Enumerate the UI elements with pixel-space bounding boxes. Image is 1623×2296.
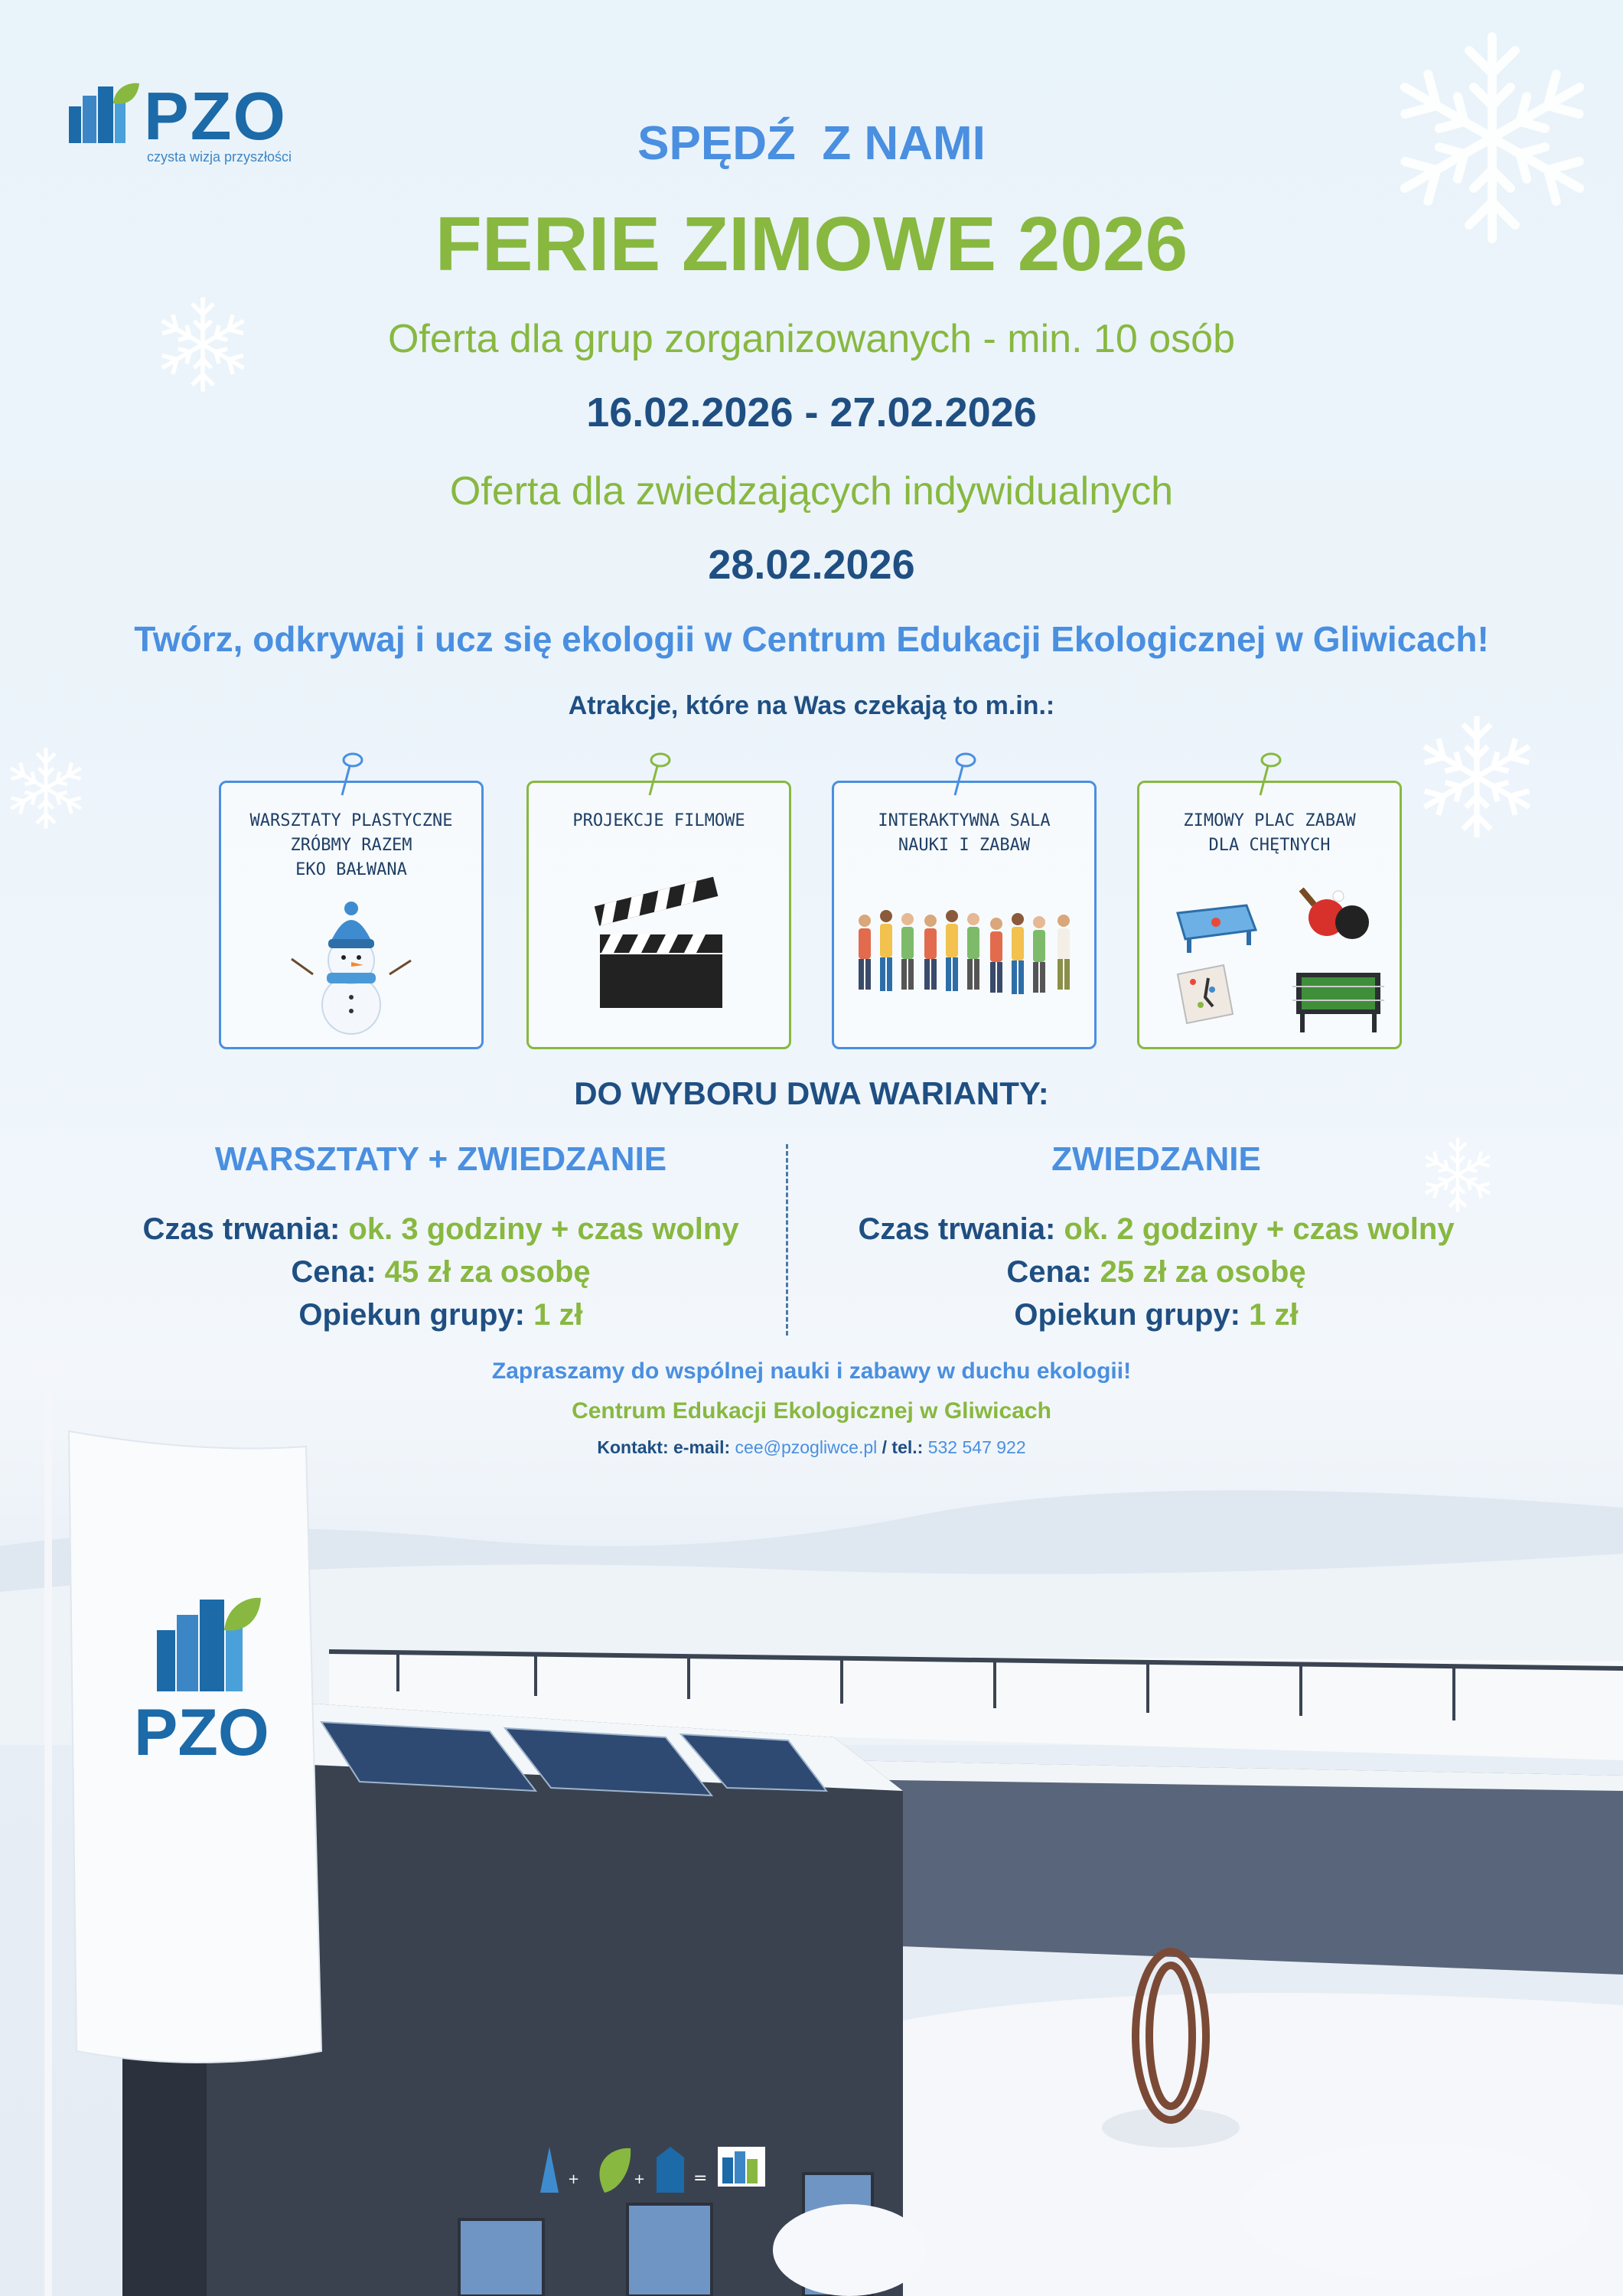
tagline: Twórz, odkrywaj i ucz się ekologii w Centrum Edukacji Ekologicznej w Gliwicach! bbox=[134, 619, 1489, 659]
footer-organization: Centrum Edukacji Ekologicznej w Gliwicach bbox=[572, 1398, 1051, 1424]
air-hockey-icon bbox=[1178, 905, 1256, 953]
attraction-label: WARSZTATY PLASTYCZNE ZRÓBMY RAZEM EKO BAŁWANA bbox=[249, 811, 453, 879]
logo-tagline: czysta wizja przyszłości bbox=[147, 149, 292, 165]
clapperboard-icon bbox=[594, 875, 728, 1009]
ping-pong-icon bbox=[1299, 887, 1369, 939]
pin-icon bbox=[336, 751, 367, 797]
variant-workshops-visit bbox=[96, 1140, 785, 1336]
attractions-intro: Atrakcje, które na Was czekają to m.in.: bbox=[568, 691, 1055, 720]
winter-building-illustration bbox=[0, 1362, 1623, 2296]
attraction-card-interactive-room bbox=[832, 781, 1097, 1049]
guardian-label: Opiekun grupy: bbox=[298, 1298, 525, 1332]
pin-icon bbox=[644, 751, 674, 797]
attraction-card-films bbox=[526, 781, 791, 1049]
group-dates: 16.02.2026 - 27.02.2026 bbox=[586, 390, 1037, 435]
contact-email-link[interactable]: cee@pzogliwce.pl bbox=[735, 1437, 878, 1457]
attraction-card-playground bbox=[1137, 781, 1402, 1049]
snowflake-icon bbox=[0, 704, 92, 872]
duration-label: Czas trwania: bbox=[142, 1212, 341, 1246]
logo-text: PZO bbox=[144, 78, 287, 154]
contact-phone-link[interactable]: 532 547 922 bbox=[927, 1437, 1026, 1457]
guardian-value: 1 zł bbox=[533, 1298, 583, 1332]
playground-games-icon bbox=[1170, 882, 1392, 1035]
duration-value: ok. 3 godziny + czas wolny bbox=[348, 1212, 739, 1246]
people-group-icon bbox=[849, 898, 1083, 1013]
footer-contact bbox=[0, 1437, 1623, 1458]
individual-offer-text: Oferta dla zwiedzających indywidualnych bbox=[449, 469, 1174, 514]
flag-logo-text: PZO bbox=[134, 1696, 269, 1769]
attraction-label: PROJEKCJE FILMOWE bbox=[572, 811, 745, 830]
svg-text:=: = bbox=[693, 2169, 708, 2188]
price-label: Cena: bbox=[291, 1255, 376, 1289]
foosball-table-icon bbox=[1292, 973, 1384, 1032]
price-label: Cena: bbox=[1006, 1255, 1092, 1289]
individual-date: 28.02.2026 bbox=[708, 542, 915, 588]
guardian-value: 1 zł bbox=[1249, 1298, 1299, 1332]
variant-visit bbox=[812, 1140, 1501, 1336]
contact-prefix: Kontakt: e-mail: bbox=[597, 1437, 735, 1457]
price-value: 45 zł za osobę bbox=[384, 1255, 591, 1289]
variant-title: ZWIEDZANIE bbox=[1051, 1140, 1261, 1178]
attraction-label: INTERAKTYWNA SALA NAUKI I ZABAW bbox=[878, 811, 1051, 855]
pin-icon bbox=[949, 751, 979, 797]
contact-separator: / tel.: bbox=[877, 1437, 928, 1457]
footer-invite: Zapraszamy do wspólnej nauki i zabawy w duchu ekologii! bbox=[491, 1358, 1132, 1384]
page-title: FERIE ZIMOWE 2026 bbox=[435, 201, 1188, 287]
group-offer-text: Oferta dla grup zorganizowanych - min. 10 osób bbox=[387, 317, 1236, 361]
svg-text:+: + bbox=[568, 2171, 580, 2187]
variant-title: WARSZTATY + ZWIEDZANIE bbox=[214, 1140, 667, 1178]
variants-divider bbox=[786, 1144, 788, 1336]
svg-text:+: + bbox=[634, 2171, 646, 2187]
attraction-label: ZIMOWY PLAC ZABAW DLA CHĘTNYCH bbox=[1183, 811, 1356, 855]
climbing-wall-icon bbox=[1178, 965, 1233, 1023]
guardian-label: Opiekun grupy: bbox=[1014, 1298, 1240, 1332]
header-subtitle: SPĘDŹ Z NAMI bbox=[637, 117, 986, 170]
attraction-card-workshops bbox=[219, 781, 484, 1049]
price-value: 25 zł za osobę bbox=[1100, 1255, 1306, 1289]
snowman-icon bbox=[290, 898, 412, 1035]
snowflake-icon bbox=[1408, 708, 1546, 846]
duration-value: ok. 2 godziny + czas wolny bbox=[1064, 1212, 1455, 1246]
duration-label: Czas trwania: bbox=[858, 1212, 1056, 1246]
pin-icon bbox=[1254, 751, 1285, 797]
variants-heading: DO WYBORU DWA WARIANTY: bbox=[574, 1075, 1049, 1111]
